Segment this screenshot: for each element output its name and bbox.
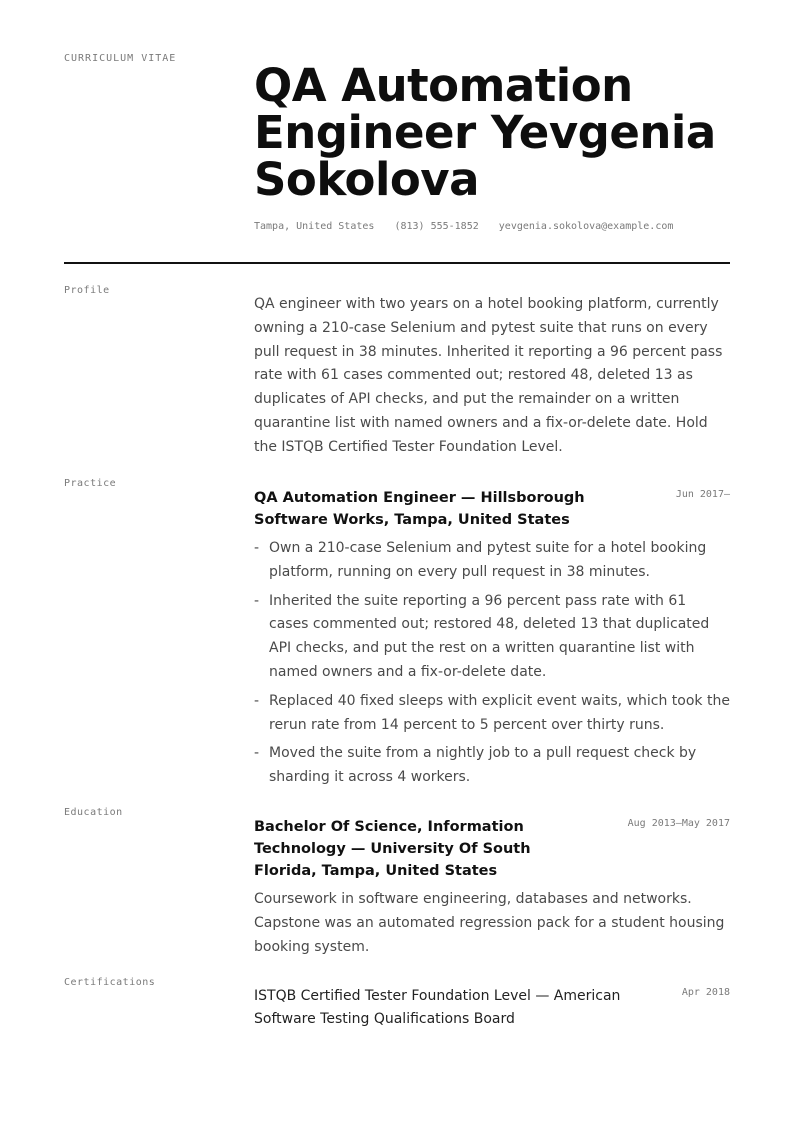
contact-location: Tampa, United States	[254, 221, 375, 232]
profile-text: QA engineer with two years on a hotel booking platform, currently owning a 210-case Selenium and pytest suite that runs on every pull request in 38 minutes. Inherited it reporting a 96 percent pass rate with 61 cases commented out; restored 48, deleted 13 as duplicates of API checks, and put the remainder on a written quarantine list with named owners and a fix-or-delete date. Hold the ISTQB Certified Tester Foundation Level.	[254, 296, 723, 455]
list-item: - Inherited the suite reporting a 96 percent pass rate with 61 cases commented out; restored 48, deleted 13 that duplicated API checks, and put the rest on a written quarantine list with named owners and a fix-or-delete date.	[254, 590, 730, 685]
candidate-name: QA Automation Engineer Yevgenia Sokolova	[254, 59, 716, 206]
education-section	[254, 816, 730, 959]
practice-bullets	[254, 537, 730, 790]
certifications-section	[254, 985, 730, 1031]
practice-title: QA Automation Engineer — Hillsborough Software Works, Tampa, United States	[254, 490, 585, 528]
section-label-education: Education	[64, 807, 123, 818]
practice-section	[254, 487, 730, 795]
contact-phone: (813) 555-1852	[394, 221, 479, 232]
certification-date: Apr 2018	[681, 987, 730, 998]
section-label-certifications: Certifications	[64, 977, 156, 988]
certification-title: ISTQB Certified Tester Foundation Level — American Software Testing Qualifications Board	[254, 988, 621, 1027]
list-item: - Own a 210-case Selenium and pytest suite for a hotel booking platform, running on every pull request in 38 minutes.	[254, 537, 730, 585]
education-entry-header	[254, 816, 730, 882]
education-date: Aug 2013–May 2017	[627, 818, 730, 829]
practice-date: Jun 2017–	[675, 489, 730, 500]
section-label-profile: Profile	[64, 285, 110, 296]
cv-label: CURRICULUM VITAE	[64, 53, 177, 64]
contact-email: yevgenia.sokolova@example.com	[498, 221, 674, 232]
contact-line	[254, 221, 687, 232]
certification-entry-header	[254, 985, 730, 1031]
practice-entry-header	[254, 487, 730, 531]
list-item: - Moved the suite from a nightly job to a pull request check by sharding it across 4 workers.	[254, 742, 730, 790]
header-divider	[64, 262, 730, 264]
education-text: Coursework in software engineering, databases and networks. Capstone was an automated regression pack for a student housing booking system.	[254, 891, 725, 955]
list-item: - Replaced 40 fixed sleeps with explicit event waits, which took the rerun rate from 14 percent to 5 percent over thirty runs.	[254, 690, 730, 738]
education-title: Bachelor Of Science, Information Technology — University Of South Florida, Tampa, United States	[254, 819, 531, 879]
profile-section	[254, 293, 730, 460]
section-label-practice: Practice	[64, 478, 117, 489]
